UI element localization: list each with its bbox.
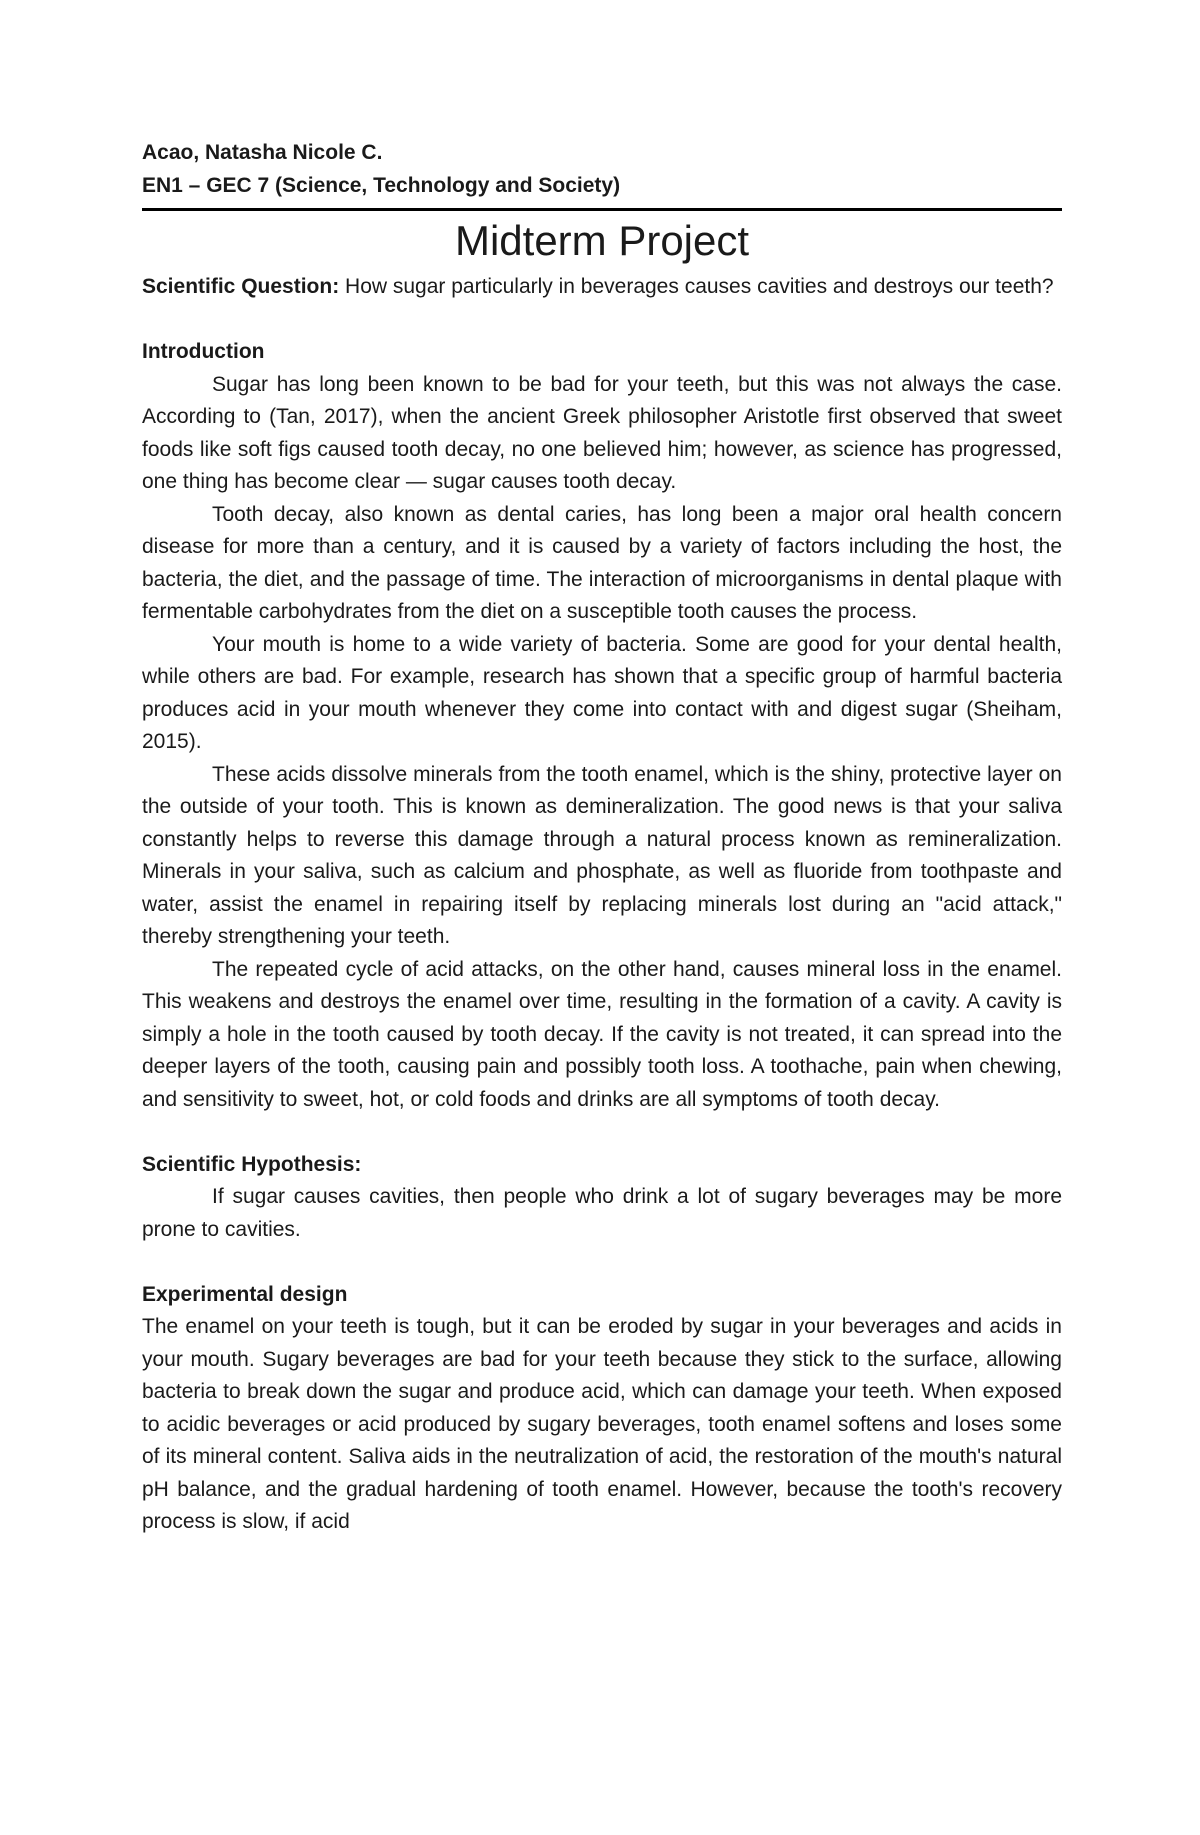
question-label: Scientific Question:: [142, 275, 340, 298]
question-text: How sugar particularly in beverages causes cavities and destroys our teeth?: [339, 275, 1054, 298]
course-title: EN1 – GEC 7 (Science, Technology and Society): [142, 174, 621, 197]
spacer: [142, 304, 1062, 337]
header-divider: [142, 208, 1062, 211]
intro-paragraph-5: The repeated cycle of acid attacks, on the other hand, causes mineral loss in the enamel. This weakens and destroys the enamel over time, resulting in the formation of a cavity. A cavity is simply a hole in the tooth caused by tooth decay. If the cavity is not treated, it can spread into the deeper layers of the tooth, causing pain and possibly tooth loss. A toothache, pain when chewing, and sensitivity to sweet, hot, or cold foods and drinks are all symptoms of tooth decay.: [142, 957, 1062, 1111]
author-name: Acao, Natasha Nicole C.: [142, 141, 383, 164]
scientific-question: [142, 271, 1062, 304]
intro-paragraph-1: Sugar has long been known to be bad for your teeth, but this was not always the case. According to (Tan, 2017), when the ancient Greek philosopher Aristotle first observed that sweet foods like soft figs caused tooth decay, no one believed him; however, as science has progressed, one thing has become clear — sugar causes tooth decay.: [142, 372, 1062, 493]
spacer: [142, 1116, 1062, 1149]
experimental-design-heading: Experimental design: [142, 1282, 348, 1306]
intro-paragraph-3: Your mouth is home to a wide variety of bacteria. Some are good for your dental health, while others are bad. For example, research has shown that a specific group of harmful bacteria produces acid in your mouth whenever they come into contact with and digest sugar (Sheiham, 2015).: [142, 632, 1062, 753]
hypothesis-heading: Scientific Hypothesis:: [142, 1152, 362, 1176]
intro-paragraph-4: These acids dissolve minerals from the tooth enamel, which is the shiny, protective layer on the outside of your tooth. This is known as demineralization. The good news is that your saliva constantly helps to reverse this damage through a natural process known as remineralization. Minerals in your saliva, such as calcium and phosphate, as well as fluoride from toothpaste and water, assist the enamel in repairing itself by replacing minerals lost during an "acid attack," thereby strengthening your teeth.: [142, 762, 1062, 948]
spacer: [142, 1246, 1062, 1279]
page-title: Midterm Project: [454, 217, 750, 264]
introduction-heading: Introduction: [142, 340, 265, 363]
experimental-design-text: The enamel on your teeth is tough, but it can be eroded by sugar in your beverages and acids in your mouth. Sugary beverages are bad for your teeth because they stick to the surface, allowing bacteria to break down the sugar and produce acid, which can damage your teeth. When exposed to acidic beverages or acid produced by sugary beverages, tooth enamel softens and loses some of its mineral content. Saliva aids in the neutralization of acid, the restoration of the mouth's natural pH balance, and the gradual hardening of tooth enamel. However, because the tooth's recovery process is slow, if acid: [142, 1315, 1062, 1533]
intro-paragraph-2: Tooth decay, also known as dental caries, has long been a major oral health concern disease for more than a century, and it is caused by a variety of factors including the host, the bacteria, the diet, and the passage of time. The interaction of microorganisms in dental plaque with fermentable carbohydrates from the diet on a susceptible tooth causes the process.: [142, 502, 1062, 623]
hypothesis-text: If sugar causes cavities, then people who drink a lot of sugary beverages may be more prone to cavities.: [142, 1185, 1062, 1241]
document-body: [142, 271, 1062, 1539]
